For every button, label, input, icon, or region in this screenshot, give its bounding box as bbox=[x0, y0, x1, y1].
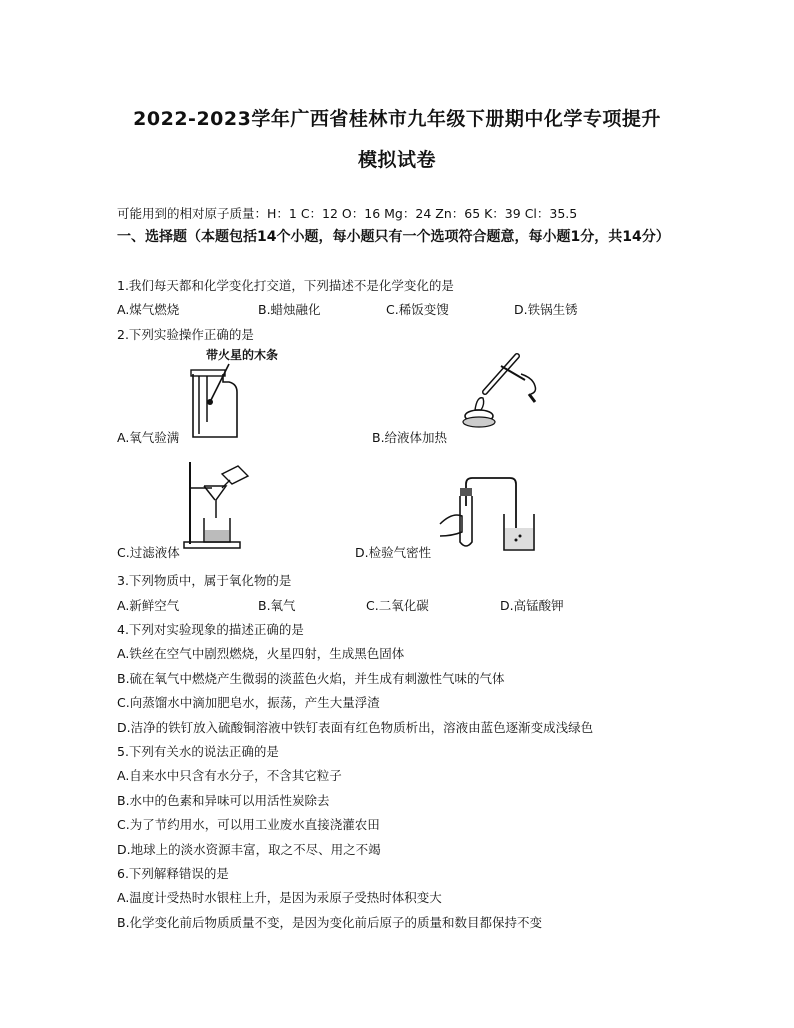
question-stem: 4.下列对实验现象的描述正确的是 bbox=[117, 622, 304, 637]
option: D.地球上的淡水资源丰富，取之不尽、用之不竭 bbox=[117, 842, 381, 857]
question-stem: 3.下列物质中，属于氧化物的是 bbox=[117, 573, 292, 588]
question-stem: 1.我们每天都和化学变化打交道，下列描述不是化学变化的是 bbox=[117, 278, 454, 293]
option: A.煤气燃烧 bbox=[117, 302, 180, 317]
exam-title-line2: 模拟试卷 bbox=[357, 149, 436, 171]
option: C.向蒸馏水中滴加肥皂水，振荡，产生大量浮渣 bbox=[117, 695, 380, 710]
option: A.氧气验满 bbox=[117, 430, 180, 445]
option: A.温度计受热时水银柱上升，是因为汞原子受热时体积变大 bbox=[117, 890, 442, 905]
option: C.二氧化碳 bbox=[366, 598, 429, 613]
option: C.过滤液体 bbox=[117, 545, 180, 560]
question-stem: 5.下列有关水的说法正确的是 bbox=[117, 744, 279, 759]
heating-liquid-figure bbox=[455, 352, 545, 432]
option: D.铁锅生锈 bbox=[514, 302, 578, 317]
airtightness-figure bbox=[438, 474, 548, 554]
option: B.给液体加热 bbox=[372, 430, 448, 445]
option: D.检验气密性 bbox=[355, 545, 432, 560]
option: A.自来水中只含有水分子，不含其它粒子 bbox=[117, 768, 342, 783]
option: A.铁丝在空气中剧烈燃烧，火星四射，生成黑色固体 bbox=[117, 646, 405, 661]
option: C.为了节约用水，可以用工业废水直接浇灌农田 bbox=[117, 817, 380, 832]
atomic-mass-note: 可能用到的相对原子质量：H：1 C：12 O：16 Mg：24 Zn：65 K：39 Cl：35.5 bbox=[117, 206, 578, 221]
option: B.硫在氧气中燃烧产生微弱的淡蓝色火焰，并生成有刺激性气味的气体 bbox=[117, 671, 505, 686]
filtration-figure bbox=[182, 458, 257, 550]
option: A.新鲜空气 bbox=[117, 598, 180, 613]
section-heading: 一、选择题（本题包括14个小题，每小题只有一个选项符合题意，每小题1分，共14分） bbox=[117, 229, 670, 245]
option: B.化学变化前后物质质量不变，是因为变化前后原子的质量和数目都保持不变 bbox=[117, 915, 543, 930]
option: B.水中的色素和异味可以用活性炭除去 bbox=[117, 793, 330, 808]
question-stem: 2.下列实验操作正确的是 bbox=[117, 327, 254, 342]
figure-label: 带火星的木条 bbox=[206, 348, 279, 362]
option: B.氧气 bbox=[258, 598, 296, 613]
option: B.蜡烛融化 bbox=[258, 302, 321, 317]
oxygen-bottle-figure bbox=[185, 362, 245, 442]
option: D.高锰酸钾 bbox=[500, 598, 564, 613]
option: C.稀饭变馊 bbox=[386, 302, 449, 317]
question-stem: 6.下列解释错误的是 bbox=[117, 866, 229, 881]
exam-title-line1: 2022-2023学年广西省桂林市九年级下册期中化学专项提升 bbox=[133, 108, 661, 130]
option: D.洁净的铁钉放入硫酸铜溶液中铁钉表面有红色物质析出，溶液由蓝色逐渐变成浅绿色 bbox=[117, 720, 594, 735]
